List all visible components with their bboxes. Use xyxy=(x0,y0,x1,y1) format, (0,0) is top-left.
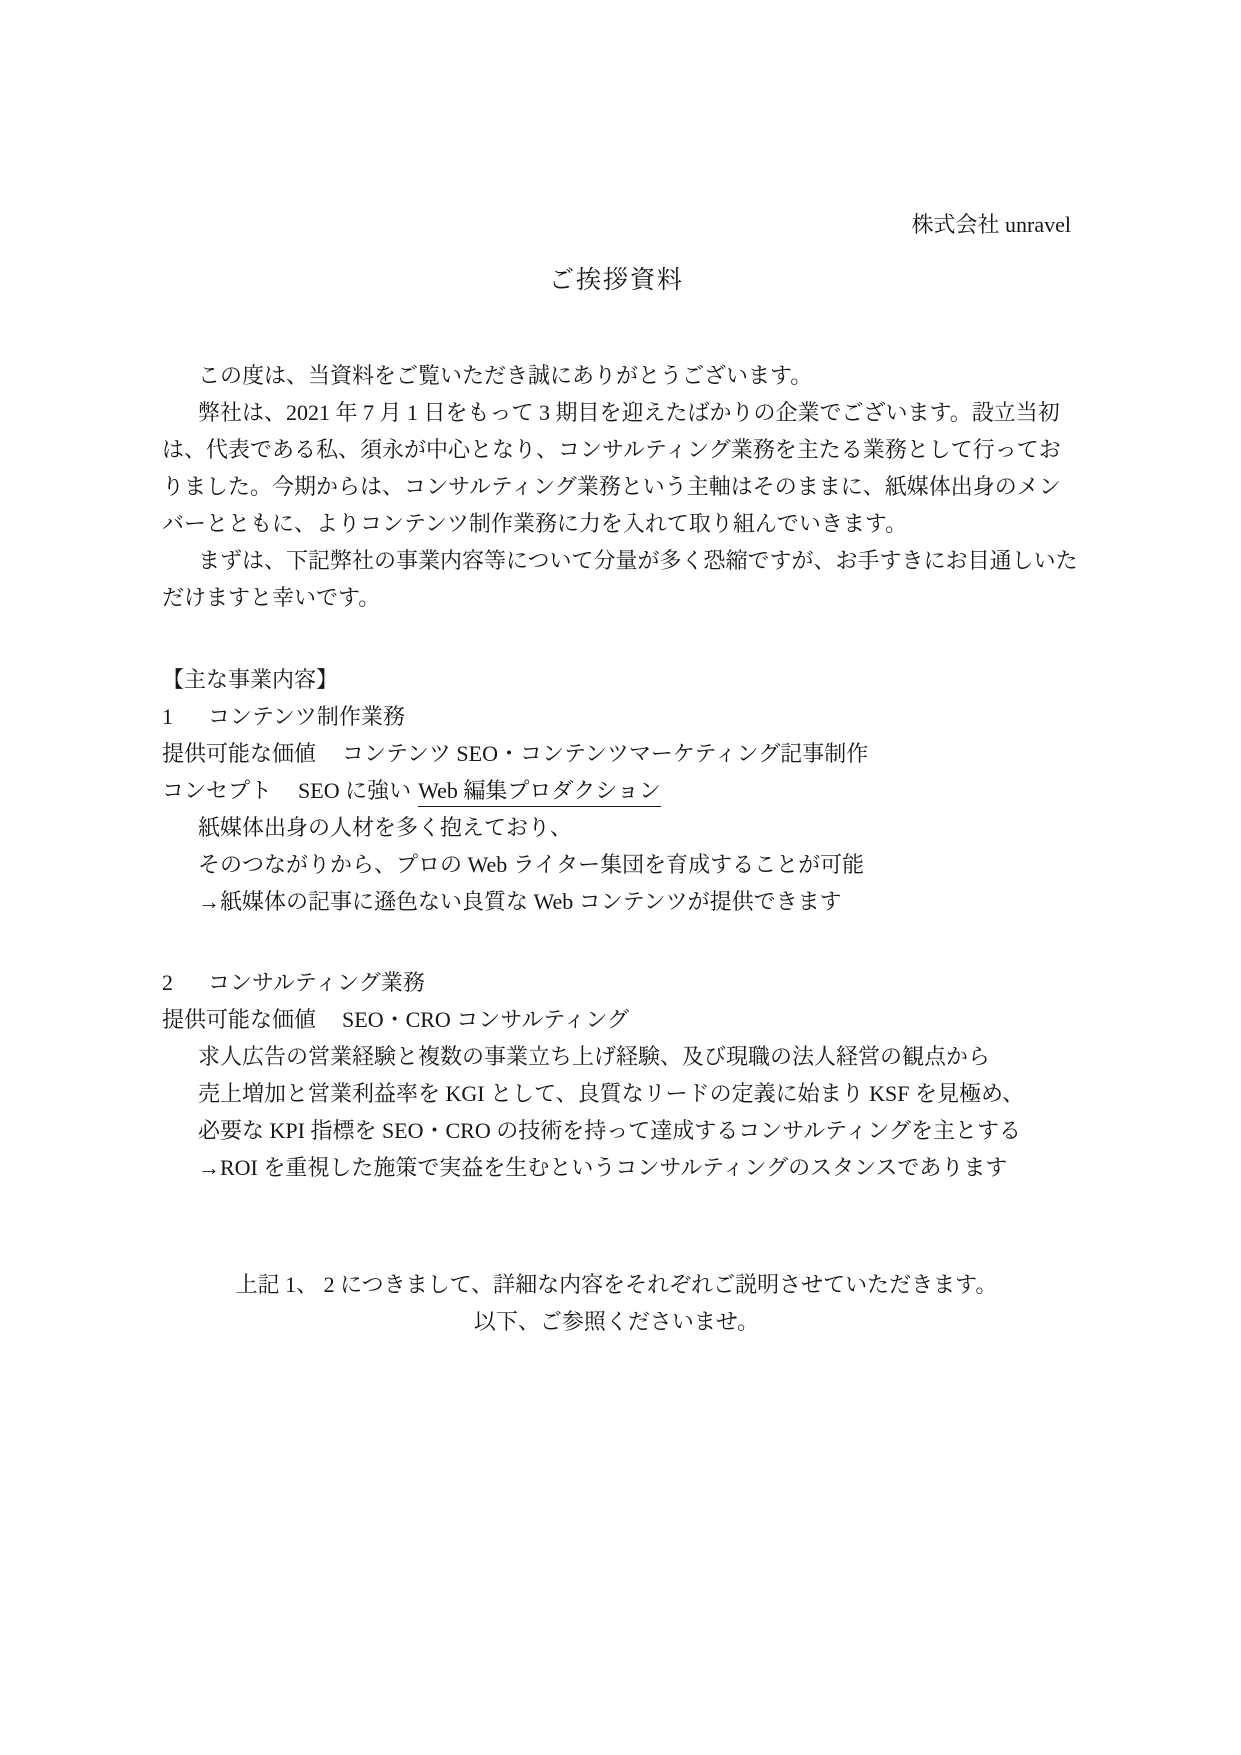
value-label: 提供可能な価値 xyxy=(162,741,317,766)
value-label: 提供可能な価値 xyxy=(162,1007,317,1032)
business-2-name: コンサルティング業務 xyxy=(208,970,425,995)
value-text: コンテンツ SEO・コンテンツマーケティング記事制作 xyxy=(342,741,869,766)
intro-line: りました。今期からは、コンサルティング業務という主軸はそのままに、紙媒体出身のメン xyxy=(162,474,1061,499)
business-2-detail-line: 売上増加と営業利益率を KGI として、良質なリードの定義に始まり KSF を見極め、 xyxy=(198,1081,1025,1106)
intro-line: バーとともに、よりコンテンツ制作業務に力を入れて取り組んでいきます。 xyxy=(162,511,908,536)
business-2-title-line xyxy=(162,964,1071,1001)
business-1-detail-line: 紙媒体出身の人材を多く抱えており、 xyxy=(198,815,573,840)
business-1-detail-line: →紙媒体の記事に遜色ない良質な Web コンテンツが提供できます xyxy=(198,889,842,914)
intro-line: だけますと幸いです。 xyxy=(162,585,381,610)
business-2-number: 2 xyxy=(162,970,173,995)
closing-line: 上記 1、 2 につきまして、詳細な内容をそれぞれご説明させていただきます。 xyxy=(235,1272,998,1297)
business-1-value-line xyxy=(162,735,1071,772)
business-2-value-line xyxy=(162,1001,1071,1038)
closing-paragraph xyxy=(162,1266,1071,1340)
intro-paragraphs xyxy=(162,357,1078,616)
business-1-name: コンテンツ制作業務 xyxy=(208,704,405,729)
business-1-concept-line xyxy=(162,772,1071,809)
document-title: ご挨拶資料 xyxy=(548,267,684,294)
business-section-2 xyxy=(162,964,1071,1186)
company-name: 株式会社 unravel xyxy=(911,212,1071,237)
document-content xyxy=(0,206,1241,1340)
intro-line: まずは、下記弊社の事業内容等について分量が多く恐縮ですが、お手すきにお目通しいた xyxy=(198,548,1078,573)
intro-line: は、代表である私、須永が中心となり、コンサルティング業務を主たる業務として行ってお xyxy=(162,437,1061,462)
business-1-detail-line: そのつながりから、プロの Web ライター集団を育成することが可能 xyxy=(198,852,865,877)
section-heading: 【主な事業内容】 xyxy=(162,667,339,692)
business-section-1 xyxy=(162,698,1071,920)
business-2-detail-line: 必要な KPI 指標を SEO・CRO の技術を持って達成するコンサルティングを主とする xyxy=(198,1118,1021,1143)
business-2-detail-line: →ROI を重視した施策で実益を生むというコンサルティングのスタンスであります xyxy=(198,1155,1008,1180)
closing-line: 以下、ご参照くださいませ。 xyxy=(473,1309,760,1334)
intro-line: この度は、当資料をご覧いただき誠にありがとうございます。 xyxy=(198,363,813,388)
concept-underlined-text: Web 編集プロダクション xyxy=(418,778,661,807)
business-2-detail-line: 求人広告の営業経験と複数の事業立ち上げ経験、及び現職の法人経営の観点から xyxy=(198,1044,991,1069)
business-1-number: 1 xyxy=(162,704,173,729)
concept-prefix: SEO に強い xyxy=(298,778,412,803)
business-1-title-line xyxy=(162,698,1071,735)
intro-line: 弊社は、2021 年 7 月 1 日をもって 3 期目を迎えたばかりの企業でございます。設立当初 xyxy=(198,400,1060,425)
value-text: SEO・CRO コンサルティング xyxy=(342,1007,630,1032)
concept-label: コンセプト xyxy=(162,778,273,803)
